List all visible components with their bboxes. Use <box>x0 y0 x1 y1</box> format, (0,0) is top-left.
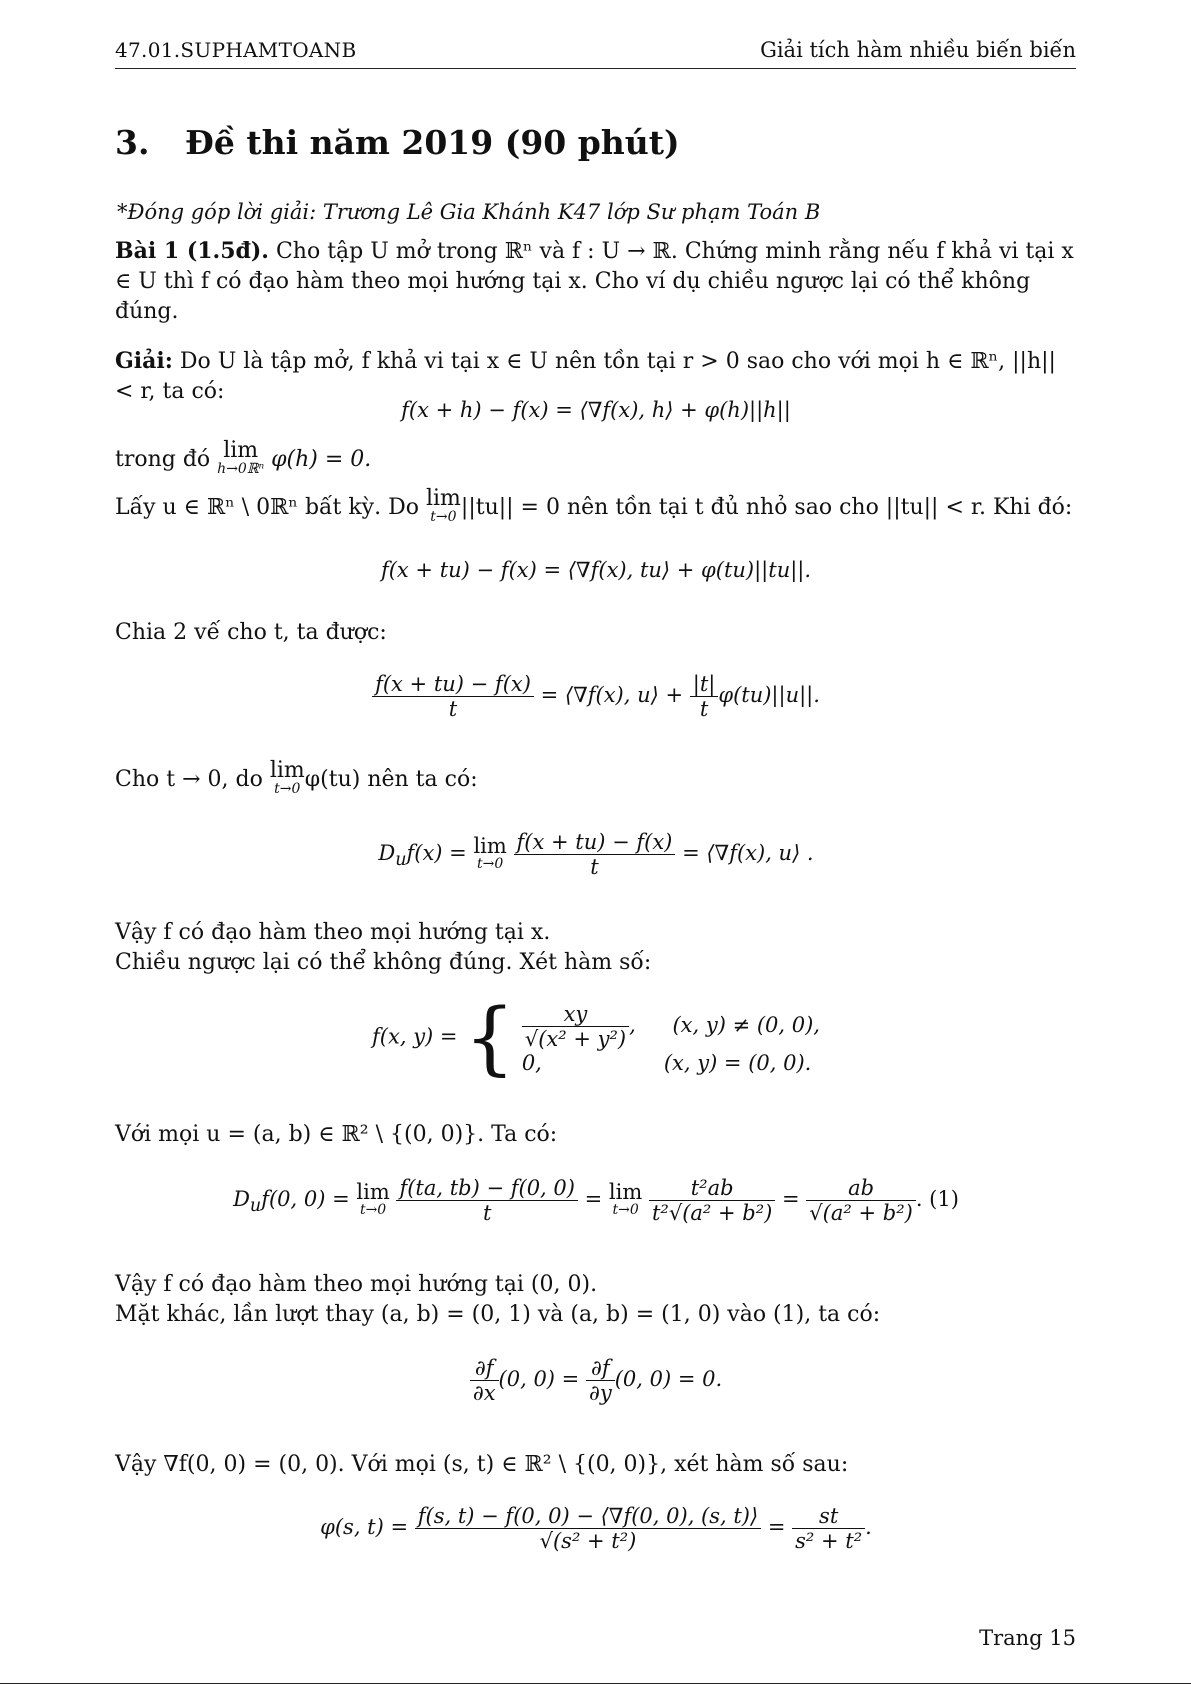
frac5c-num: ab <box>806 1176 916 1201</box>
fraction-5a <box>396 1176 578 1225</box>
take-direction <box>115 486 1077 526</box>
lim-subscript-t: t→0 <box>430 509 457 525</box>
running-header <box>115 38 1076 69</box>
frac5b-num: t²ab <box>649 1176 775 1201</box>
equation-piecewise <box>115 991 1077 1084</box>
lim-subscript-5b: t→0 <box>612 1201 639 1218</box>
fraction-derivative <box>514 830 676 879</box>
left-brace: { <box>464 991 516 1084</box>
D-subscript-2: u <box>249 1196 262 1217</box>
case1-condition: (x, y) ≠ (0, 0), <box>672 1012 820 1037</box>
take-text-pre: Lấy u ∈ ℝⁿ \ 0ℝⁿ bất kỳ. Do <box>115 495 426 520</box>
st-num: st <box>792 1504 865 1529</box>
equation-directional: f(x + tu) − f(x) = ⟨∇f(x), tu⟩ + φ(tu)||tu||. <box>380 558 812 582</box>
solution-label: Giải: <box>115 348 173 374</box>
frac5c-den: √(a² + b²) <box>809 1201 913 1225</box>
section-title <box>115 123 680 162</box>
solution-intro-text: Do U là tập mở, f khả vi tại x ∈ U nên tồn tại r > 0 sao cho với mọi h ∈ ℝⁿ, ||h|| < r, ta có: <box>115 349 1056 404</box>
lim-subscript-5a: t→0 <box>359 1201 387 1218</box>
frac-den: t <box>448 697 458 721</box>
fraction-5c <box>806 1176 916 1225</box>
text-where: trong đó <box>115 447 218 472</box>
lim-subscript-phi: t→0 <box>274 781 301 797</box>
equation-tag-1: . (1) <box>915 1187 959 1211</box>
dfdx-num: ∂f <box>470 1356 499 1381</box>
for-all-directions: Với mọi u = (a, b) ∈ ℝ² \ {(0, 0)}. Ta có: <box>115 1122 558 1147</box>
lim-operator-D <box>473 833 507 873</box>
phi-end: . <box>865 1515 872 1539</box>
header-course-title: Giải tích hàm nhiều biến biến <box>760 38 1076 62</box>
phi-den: √(s² + t²) <box>539 1529 637 1553</box>
limit-text-pre: Cho t → 0, do <box>115 767 270 792</box>
dfdx-den: ∂x <box>472 1381 496 1405</box>
equation-phi: φ(s, t) = $\frac{f(s, t) - f(0, 0) - ⟨\nabla f(0, 0), (s, t)⟩}{\text{√(s² + t²)}}$ = $\frac{st}{\text{s² + t²}}$ . <box>320 1504 872 1553</box>
frac5b-den: t²√(a² + b²) <box>651 1201 773 1225</box>
lim-operator <box>217 438 265 478</box>
lim-word-D: lim <box>473 833 507 858</box>
lim-word: lim <box>223 438 259 463</box>
case-1: $\frac{xy}{\text{√(x² + y²)}}$ , (x, y) ≠ (0, 0), <box>522 1002 820 1051</box>
case2-condition: (x, y) = (0, 0). <box>663 1050 812 1075</box>
limit-condition <box>115 438 1077 478</box>
eq3-middle: = ⟨∇f(x), u⟩ + <box>540 683 684 707</box>
st-den: s² + t² <box>795 1529 863 1553</box>
eq4-rhs: = ⟨∇f(x), u⟩ . <box>682 841 814 865</box>
lim-word-5a: lim <box>356 1179 390 1204</box>
eq6-middle: (0, 0) = <box>498 1367 580 1391</box>
lim-subscript: h→0ℝⁿ <box>217 461 265 477</box>
case-2 <box>522 1051 820 1075</box>
equation-quotient <box>115 672 1077 721</box>
problem-text: Cho tập U mở trong ℝⁿ và f : U → ℝ. Chứng minh rằng nếu f khả vi tại x ∈ U thì f có đạo hàm theo mọi hướng tại x. Cho ví dụ chiều ngược lại có thể không đúng. <box>115 239 1074 324</box>
piecewise-lhs: f(x, y) = <box>372 1024 458 1049</box>
limit-text-post: φ(tu) nên ta có: <box>304 767 478 792</box>
D-symbol: D <box>378 841 396 865</box>
frac5a-num: f(ta, tb) − f(0, 0) <box>396 1176 578 1201</box>
conclusion-1: Vậy f có đạo hàm theo mọi hướng tại x. <box>115 920 551 945</box>
header-course-code: 47.01.SUPHAMTOANB <box>115 38 357 62</box>
fraction-st <box>792 1504 865 1553</box>
equation-directional-origin: $D_uf(0$, 0) = lim t→0 $\frac{f(ta, tb) - f(0, 0)}{t}$ = lim t→0 $\frac{\text{t²ab}}{\text{t²√(a² + b²)}}$ = $\frac{ab}{\text{√(a² + b²)}}$ . (1) <box>233 1176 959 1225</box>
equation-differentiability: f(x + h) − f(x) = ⟨∇f(x), h⟩ + φ(h)||h|| <box>401 398 791 422</box>
divide-text: Chia 2 vế cho t, ta được: <box>115 620 387 645</box>
problem-label: Bài 1 (1.5đ). <box>115 238 269 264</box>
eq4-lhs: f(x) = <box>406 841 467 865</box>
fraction-df-dy <box>586 1356 615 1405</box>
fraction-df-dx <box>470 1356 499 1405</box>
lim-operator-5a <box>356 1179 390 1219</box>
lim-operator-phi <box>269 758 305 798</box>
lim-word-t: lim <box>425 486 461 511</box>
dfdy-num: ∂f <box>586 1356 615 1381</box>
eq5-lhs: f(0, 0) = <box>261 1187 350 1211</box>
D-subscript: u <box>395 850 407 871</box>
lim-subscript-D: t→0 <box>477 855 504 872</box>
section-title-text: Đề thi năm 2019 (90 phút) <box>185 123 680 162</box>
frac5a-den: t <box>482 1201 492 1225</box>
eq3-tail: φ(tu)||u||. <box>718 683 820 707</box>
frac-num-abs: |t| <box>690 672 719 697</box>
take-text-post: ||tu|| = 0 nên tồn tại t đủ nhỏ sao cho ||tu|| < r. Khi đó: <box>460 495 1073 520</box>
gradient-text: Vậy ∇f(0, 0) = (0, 0). Với mọi (s, t) ∈ ℝ² \ {(0, 0)}, xét hàm số sau: <box>115 1452 849 1477</box>
piecewise-cases <box>522 1002 820 1075</box>
phi-lhs: φ(s, t) = <box>320 1515 409 1539</box>
frac-den-t: t <box>699 697 709 721</box>
section-number: 3. <box>115 123 150 162</box>
case2-value: 0, <box>521 1050 542 1075</box>
frac-num: f(x + tu) − f(x) <box>372 672 534 697</box>
frac-den-D: t <box>590 855 599 879</box>
lim-operator-5b <box>608 1179 643 1219</box>
lim-operator-t <box>425 486 461 526</box>
fraction-5b <box>649 1176 775 1225</box>
conclusion-2: Vậy f có đạo hàm theo mọi hướng tại (0, 0). <box>115 1272 598 1297</box>
case1-den: √(x² + y²) <box>524 1026 627 1051</box>
lim-word-5b: lim <box>608 1179 643 1204</box>
fraction-abs-t <box>690 672 719 721</box>
lim-word-phi: lim <box>269 758 305 783</box>
contributor-note: *Đóng góp lời giải: Trương Lê Gia Khánh K47 lớp Sư phạm Toán B <box>117 200 821 224</box>
substitution-text: Mặt khác, lần lượt thay (a, b) = (0, 1) và (a, b) = (1, 0) vào (1), ta có: <box>115 1302 881 1327</box>
D-symbol-2: D <box>233 1187 250 1211</box>
limit-value: φ(h) = 0. <box>264 447 372 472</box>
fraction-difference-quotient <box>372 672 534 721</box>
bottom-rule <box>0 1683 1191 1684</box>
fraction-case1 <box>522 1002 629 1051</box>
limit-step <box>115 758 1077 798</box>
eq6-end: (0, 0) = 0. <box>614 1367 723 1391</box>
dfdy-den: ∂y <box>588 1381 612 1405</box>
equation-derivative <box>115 830 1077 879</box>
fraction-phi <box>415 1504 761 1553</box>
phi-num: f(s, t) − f(0, 0) − ⟨∇f(0, 0), (s, t)⟩ <box>415 1504 761 1529</box>
page-number: Trang 15 <box>979 1626 1076 1650</box>
frac-num-D: f(x + tu) − f(x) <box>514 830 676 855</box>
problem-statement <box>115 236 1077 327</box>
equation-partials <box>115 1356 1077 1405</box>
counterexample-intro: Chiều ngược lại có thể không đúng. Xét hàm số: <box>115 950 652 975</box>
case1-num: xy <box>522 1002 629 1027</box>
